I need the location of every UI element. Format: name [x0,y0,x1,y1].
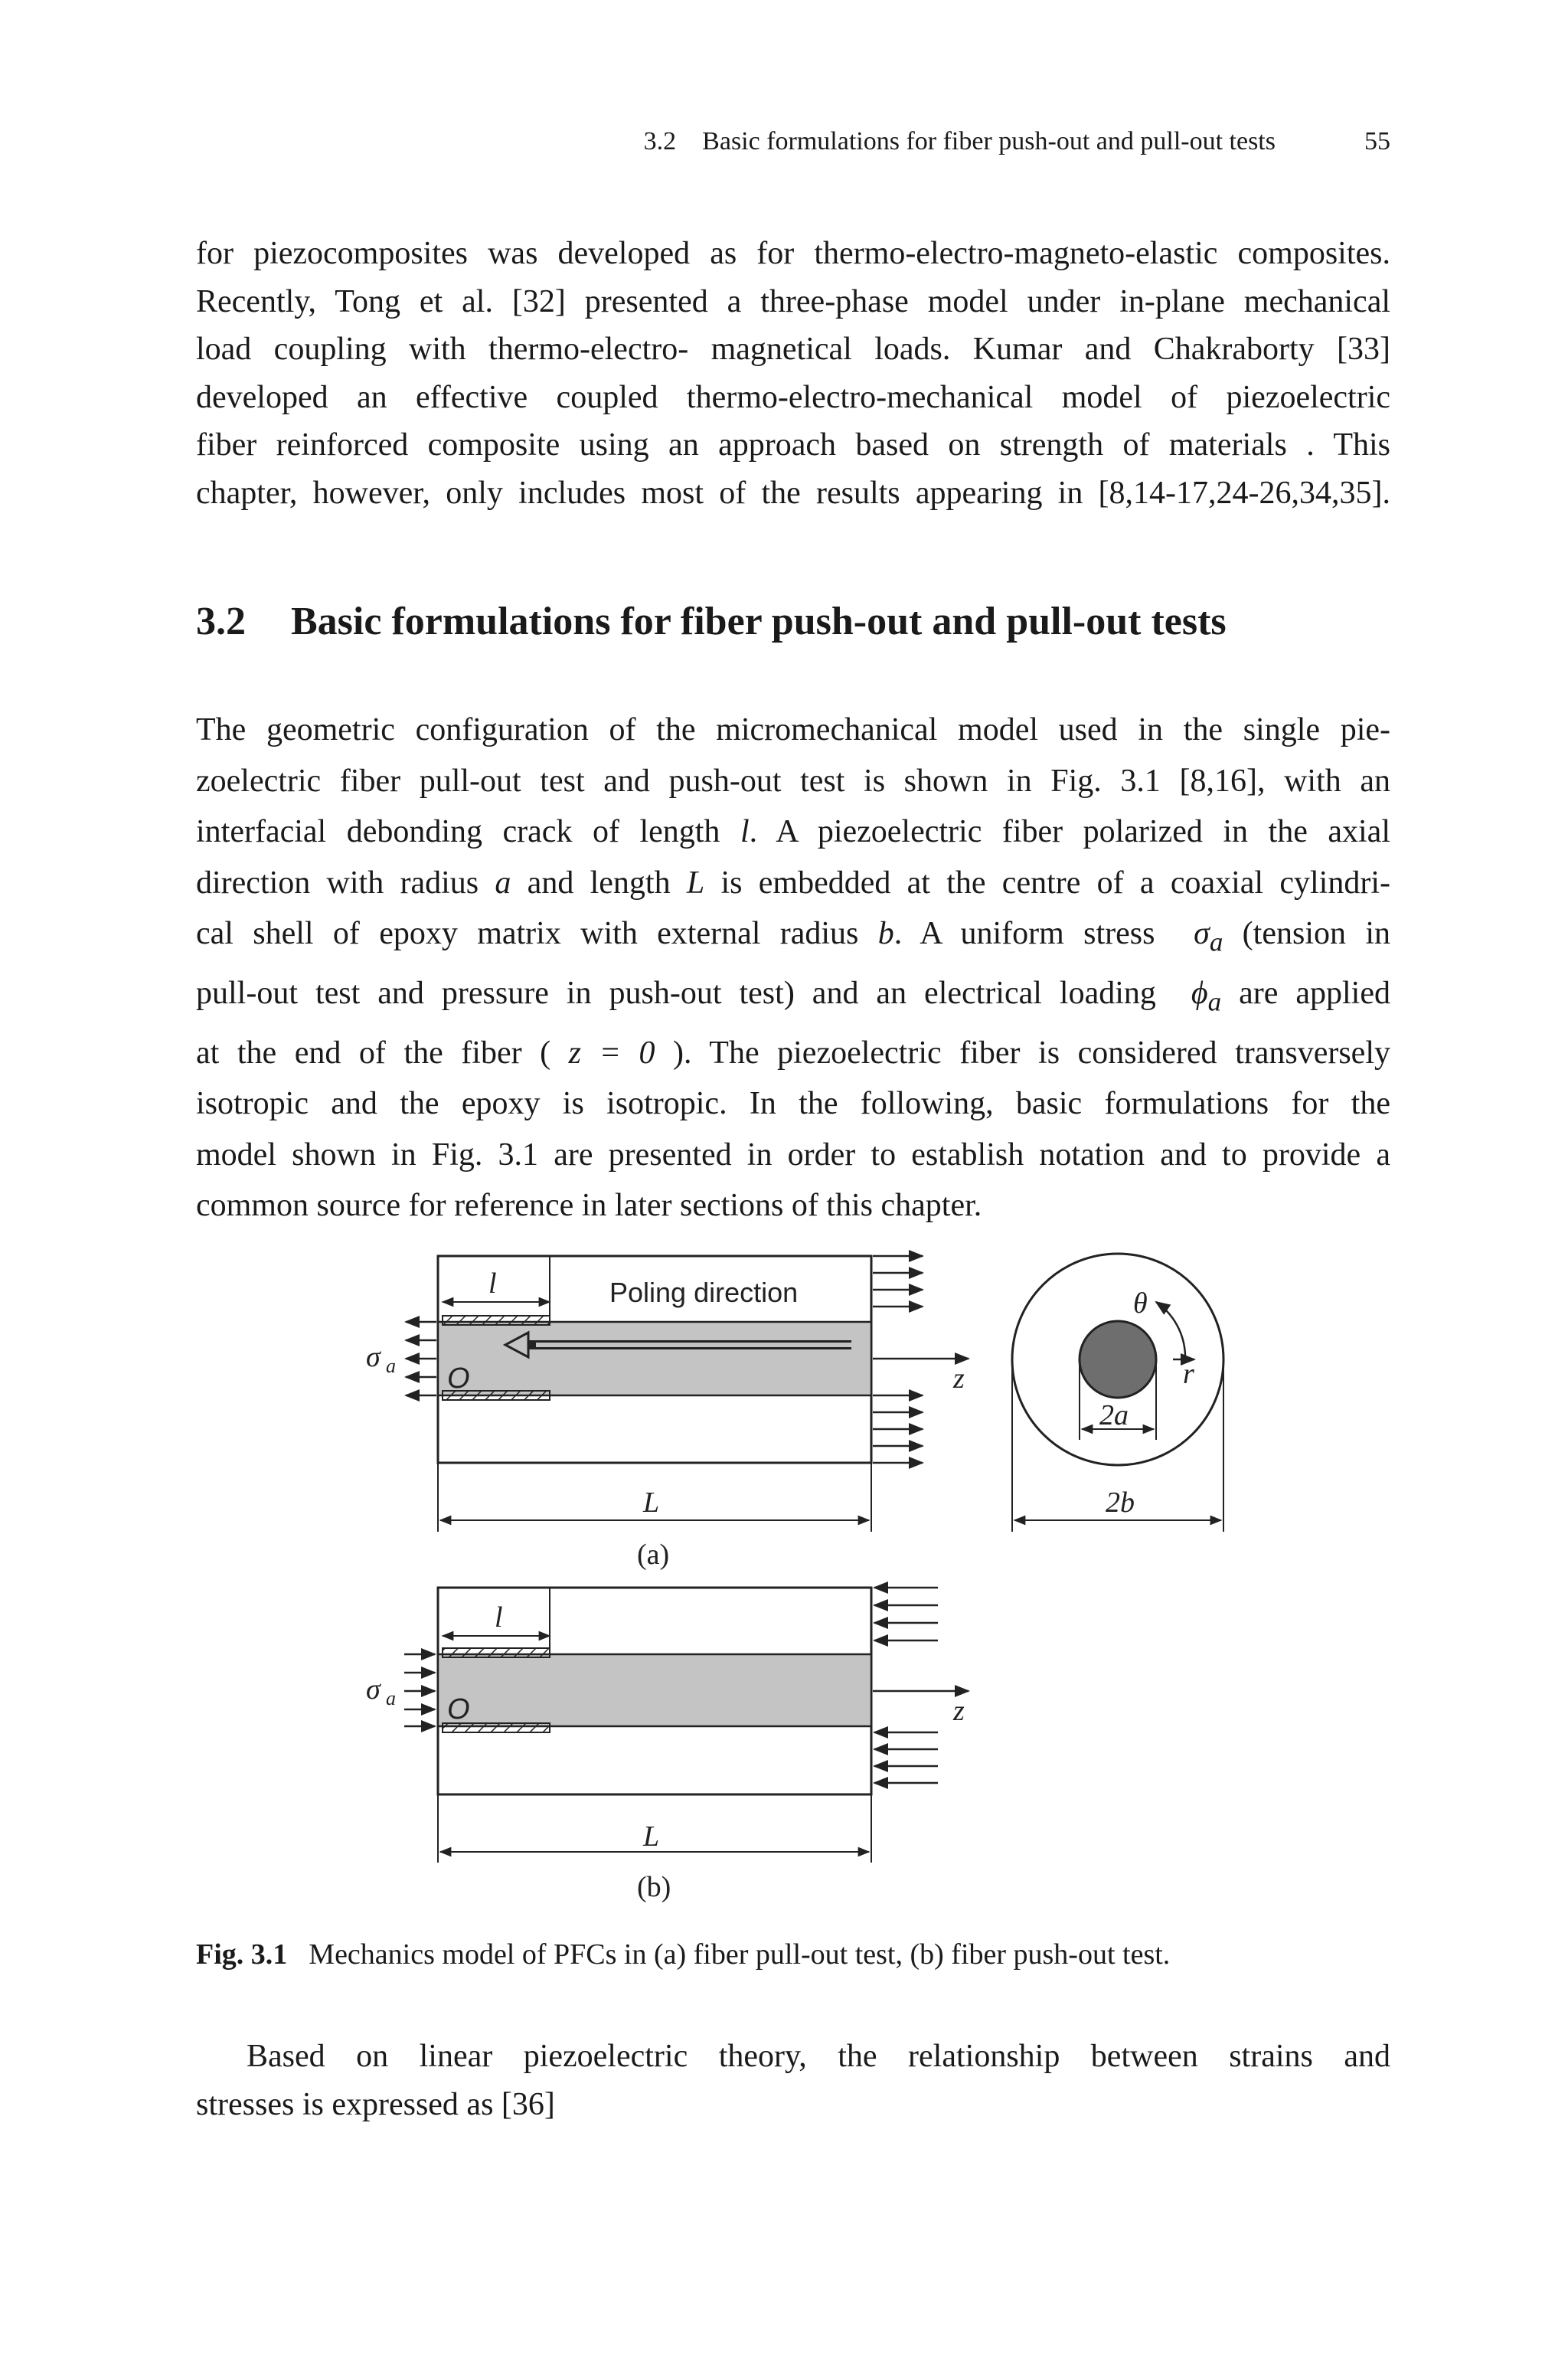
label-theta: θ [1133,1287,1148,1320]
phi-symbol: ϕ [1191,975,1208,1011]
label-sigma-a: σ [366,1341,381,1373]
figure-caption [196,1938,1170,1971]
text-line: fiber reinforced composite using an approach based on strength of materials . This [196,427,1390,463]
label-L-b: L [643,1820,660,1853]
header-title: 3.2 Basic formulations for fiber push-out and pull-out tests [643,127,1276,155]
text-line: at the end of the fiber ( z = 0 ). The piezoelectric fiber is considered transversely [196,1035,1390,1071]
var-b: b [877,916,894,951]
text-line: for piezocomposites was developed as for thermo-electro-magneto-elastic composites. [196,236,1390,271]
text-line: direction with radius a and length L is embedded at the centre of a coaxial cylindri- [196,865,1390,901]
text-line: model shown in Fig. 3.1 are presented in order to establish notation and to provide a [196,1137,1390,1173]
text-line: Recently, Tong et al. [32] presented a three-phase model under in-plane mechanical [196,283,1390,319]
text-line: pull-out test and pressure in push-out test) and an electrical loading $\phi_a$ are applied [196,975,1390,1017]
text-line: cal shell of epoxy matrix with external radius b. A uniform stress $\sigma_a$ (tension in [196,916,1390,957]
var-a: a [495,865,511,901]
label-2a: 2a [1099,1399,1129,1431]
paragraph-theory [196,2033,1390,2128]
section-number: 3.2 [196,600,246,643]
label-r: r [1183,1358,1194,1390]
equation-z0: z = 0 [568,1035,655,1071]
text-line: zoelectric fiber pull-out test and push-out test is shown in Fig. 3.1 [8,16], with an [196,763,1390,799]
sigma-symbol: σ [1194,916,1210,951]
text-line: The geometric configuration of the micromechanical model used in the single pie- [196,712,1390,747]
text-line: stresses is expressed as [36] [196,2086,555,2122]
label-L-a: L [643,1487,660,1519]
caption-text: Mechanics model of PFCs in (a) fiber pull-out test, (b) fiber push-out test. [309,1938,1171,1971]
page-number: 55 [1364,127,1390,155]
label-a: (a) [637,1539,670,1571]
label-z-b: z [953,1695,965,1727]
label-origin-b: O [447,1693,470,1725]
label-l-a: l [488,1268,497,1300]
label-sigma-b: σ [366,1673,381,1706]
var-l: l [740,814,750,849]
svg-text:a: a [386,1687,396,1709]
text-line: developed an effective coupled thermo-electro-mechanical model of piezoelectric [196,379,1390,415]
label-origin-a: O [447,1362,470,1395]
text-line: interfacial debonding crack of length l. A piezoelectric fiber polarized in the axial [196,814,1390,849]
text-line: Based on linear piezoelectric theory, the relationship between strains and [247,2039,1390,2074]
label-z-a: z [953,1362,965,1395]
label-poling-direction: Poling direction [609,1277,799,1308]
label-2b: 2b [1106,1487,1135,1519]
var-L: L [686,865,705,901]
text-line: isotropic and the epoxy is isotropic. In the following, basic formulations for the [196,1086,1390,1122]
caption-label: Fig. 3.1 [196,1938,288,1971]
section-title: Basic formulations for fiber push-out and pull-out tests [291,600,1227,643]
label-b: (b) [637,1871,671,1903]
diagram-push-out [404,1588,969,1863]
text-line: chapter, however, only includes most of the results appearing in [8,14-17,24-26,34,35]. [196,475,1390,511]
svg-text:a: a [386,1355,396,1377]
text-line: load coupling with thermo-electro- magnetical loads. Kumar and Chakraborty [33] [196,332,1390,367]
text-line: common source for reference in later sections of this chapter. [196,1188,982,1224]
label-l-b: l [495,1601,503,1634]
